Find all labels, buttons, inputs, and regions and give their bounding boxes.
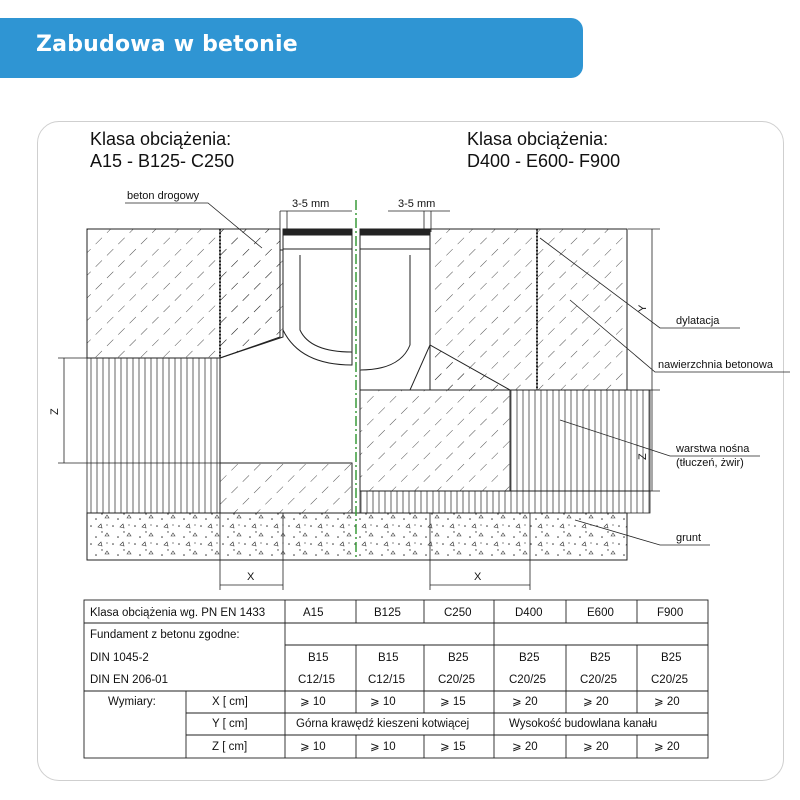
page-title: Zabudowa w betonie	[36, 32, 298, 57]
cell-din1045-1: B15	[308, 652, 329, 664]
base-layer-left	[87, 358, 220, 513]
cell-din1045-4: B25	[519, 652, 540, 664]
drainage-channel-right	[360, 229, 430, 390]
gap-label-right: 3-5 mm	[398, 198, 436, 210]
cell-din206-1: C12/15	[298, 674, 336, 686]
base-layer-right	[510, 390, 650, 491]
row-din206-label: DIN EN 206-01	[90, 674, 168, 686]
cell-z-2: ⩾ 10	[370, 741, 396, 753]
row-load-class-label: Klasa obciążenia wg. PN EN 1433	[90, 607, 266, 619]
cell-e600: E600	[587, 607, 614, 619]
cell-c250: C250	[444, 607, 472, 619]
right-heading-line2: D400 - E600- F900	[467, 151, 621, 171]
cell-d400: D400	[515, 607, 543, 619]
cell-din206-3: C20/25	[438, 674, 476, 686]
cell-f900: F900	[657, 607, 684, 619]
dim-z-right-label: Z	[637, 453, 649, 460]
label-beton-drogowy: beton drogowy	[127, 190, 200, 202]
dim-x-left-label: X	[247, 571, 255, 583]
right-heading-line1: Klasa obciążenia:	[467, 129, 609, 149]
row-x-label: X [ cm]	[212, 696, 248, 708]
cell-b125: B125	[374, 607, 401, 619]
left-heading-line2: A15 - B125- C250	[90, 151, 235, 171]
cell-x-5: ⩾ 20	[583, 696, 609, 708]
dim-y-label: Y	[637, 304, 649, 312]
cell-z-4: ⩾ 20	[512, 741, 538, 753]
cell-din1045-5: B25	[590, 652, 611, 664]
concrete-surface-right	[537, 229, 627, 390]
cell-z-1: ⩾ 10	[300, 741, 326, 753]
left-heading-line1: Klasa obciążenia:	[90, 129, 232, 149]
concrete-slab-left	[87, 229, 220, 358]
label-warstwa: warstwa nośna	[676, 443, 750, 455]
label-grunt: grunt	[676, 532, 702, 544]
cell-din206-5: C20/25	[580, 674, 618, 686]
base-layer-right-bottom	[360, 491, 650, 513]
row-fundament-label: Fundament z betonu zgodne:	[90, 629, 240, 641]
cell-x-1: ⩾ 10	[300, 696, 326, 708]
gap-label-left: 3-5 mm	[292, 198, 330, 210]
row-z-label: Z [ cm]	[212, 741, 248, 753]
concrete-surface-right-inner	[430, 229, 537, 390]
cell-din1045-2: B15	[378, 652, 399, 664]
label-nawierzchnia: nawierzchnia betonowa	[658, 359, 773, 371]
cell-a15: A15	[303, 607, 324, 619]
cell-din1045-6: B25	[661, 652, 682, 664]
cell-z-3: ⩾ 15	[440, 741, 466, 753]
cell-z-5: ⩾ 20	[583, 741, 609, 753]
cell-x-3: ⩾ 15	[440, 696, 466, 708]
cell-x-4: ⩾ 20	[512, 696, 538, 708]
road-concrete-left	[220, 229, 280, 358]
row-y-label: Y [ cm]	[212, 718, 248, 730]
grunt-layer	[87, 513, 627, 560]
drainage-channel-left	[283, 229, 352, 365]
row-wymiary-label: Wymiary:	[108, 696, 156, 708]
dim-z-left-label: Z	[49, 408, 61, 415]
cell-x-2: ⩾ 10	[370, 696, 396, 708]
label-warstwa-sub: (tłuczeń, żwir)	[676, 457, 744, 469]
cell-x-6: ⩾ 20	[654, 696, 680, 708]
label-dylatacja: dylatacja	[676, 315, 720, 327]
cell-din206-2: C12/15	[368, 674, 406, 686]
cell-din206-4: C20/25	[509, 674, 547, 686]
cell-z-6: ⩾ 20	[654, 741, 680, 753]
cell-din1045-3: B25	[448, 652, 469, 664]
cell-y-left-note: Górna krawędź kieszeni kotwiącej	[296, 718, 470, 730]
cell-y-right-note: Wysokość budowlana kanału	[509, 718, 658, 730]
dim-x-right-label: X	[474, 571, 482, 583]
row-din1045-label: DIN 1045-2	[90, 652, 149, 664]
cell-din206-6: C20/25	[651, 674, 689, 686]
